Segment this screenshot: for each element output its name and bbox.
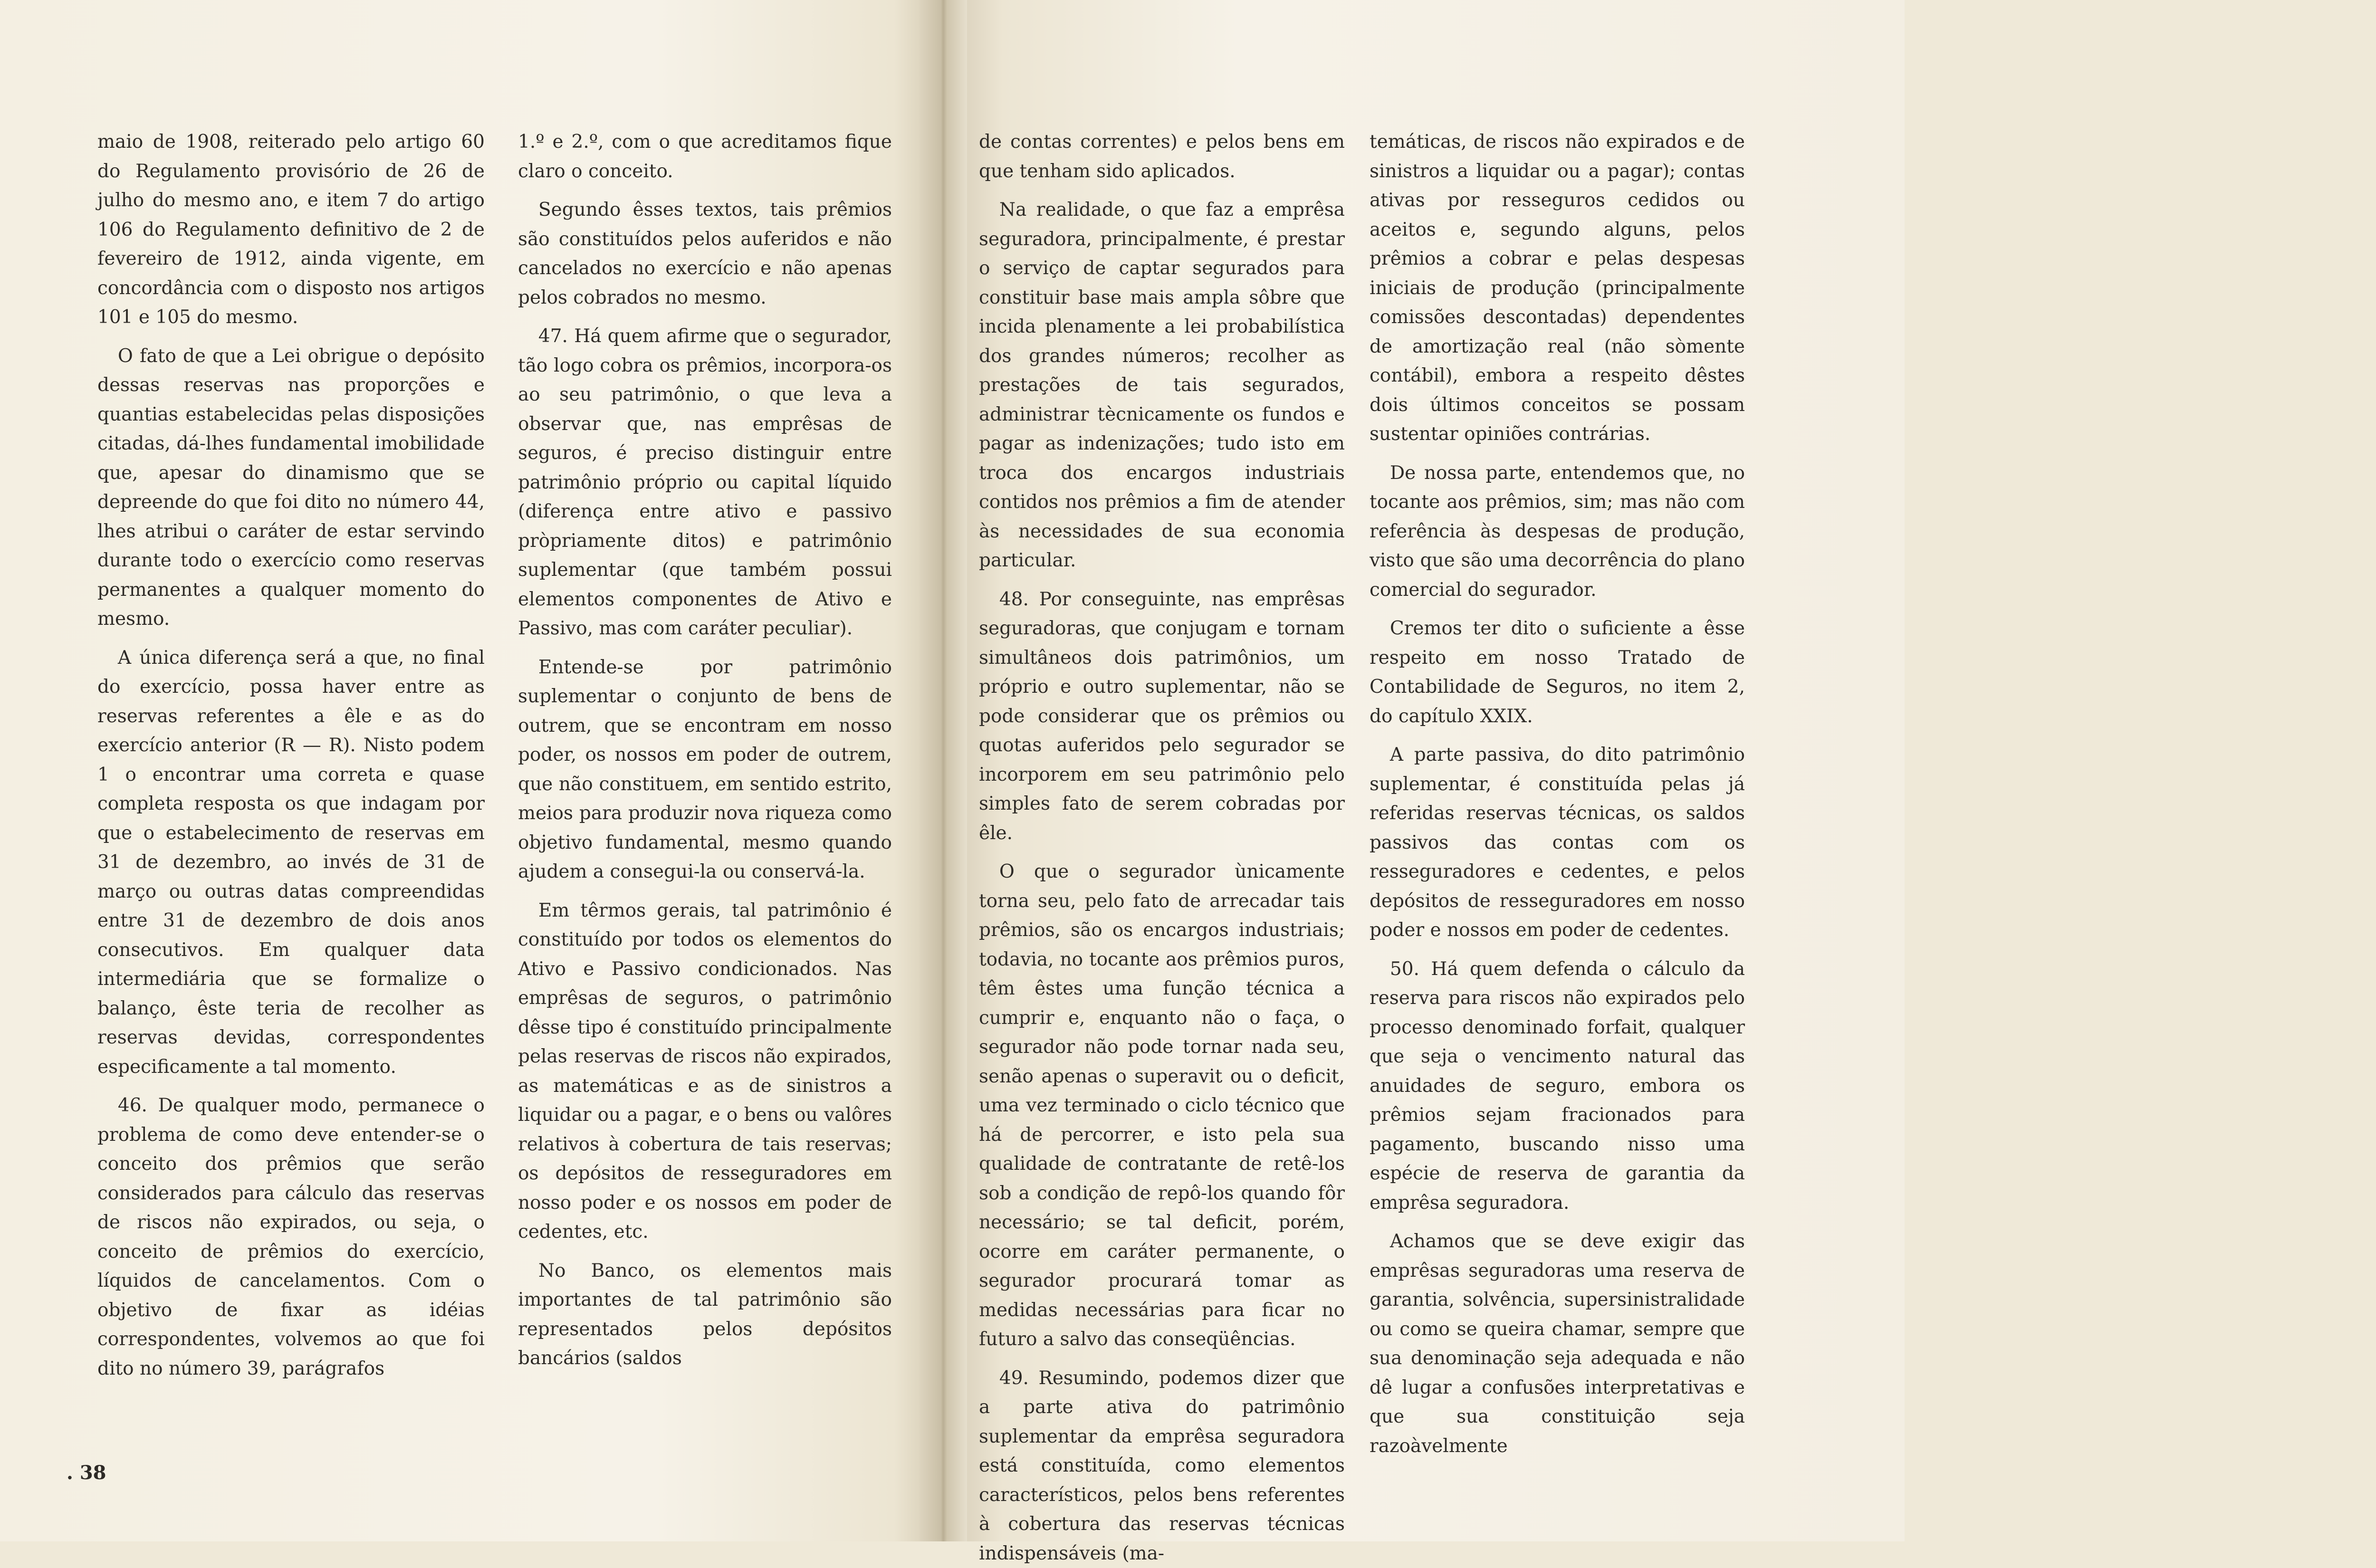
paragraph: de contas correntes) e pelos bens em que tenham sido aplicados. [979,127,1345,186]
paragraph: 49. Resumindo, podemos dizer que a parte ativa do patrimônio suplementar da emprêsa seguradora está constituída, como elementos característicos, pelos bens referentes à cobertura das reservas técnicas indispensáveis (ma- [979,1364,1345,1568]
paragraph: No Banco, os elementos mais importantes de tal patrimônio são representados pelos depósitos bancários (saldos [518,1256,892,1373]
right-page-column-1 [979,127,1345,1429]
paragraph: 1.º e 2.º, com o que acreditamos fique claro o conceito. [518,127,892,186]
paragraph: 47. Há quem afirme que o segurador, tão logo cobra os prêmios, incorpora-os ao seu patrimônio, o que leva a observar que, nas emprêsas de seguros, é preciso distinguir entre patrimônio próprio ou capital líquido (diferença entre ativo e passivo pròpriamente ditos) e patrimônio suplementar (que também possui elementos componentes de Ativo e Passivo, mas com caráter peculiar). [518,322,892,643]
left-page-column-2 [518,127,892,1429]
paragraph: 50. Há quem defenda o cálculo da reserva para riscos não expirados pelo processo denominado forfait, qualquer que seja o vencimento natural das anuidades de seguro, embora os prêmios sejam fracionados para pagamento, buscando nisso uma espécie de reserva de garantia da emprêsa seguradora. [1370,955,1745,1218]
page-number-left: . 38 [67,1462,106,1484]
paragraph: A única diferença será a que, no final do exercício, possa haver entre as reservas referentes a êle e as do exercício anterior (R — R). Nisto podem 1 o encontrar uma correta e quase completa resposta os que indagam por que o estabelecimento de reservas em 31 de dezembro, ao invés de 31 de março ou outras datas compreendidas entre 31 de dezembro de dois anos consecutivos. Em qualquer data intermediária que se formalize o balanço, êste teria de recolher as reservas devidas, correspondentes especificamente a tal momento. [97,643,485,1082]
book-gutter [920,0,967,1541]
paragraph: De nossa parte, entendemos que, no tocante aos prêmios, sim; mas não com referência às despesas de produção, visto que são uma decorrência do plano comercial do segurador. [1370,459,1745,605]
paragraph: maio de 1908, reiterado pelo artigo 60 do Regulamento provisório de 26 de julho do mesmo ano, e item 7 do artigo 106 do Regulamento definitivo de 2 de fevereiro de 1912, ainda vigente, em concordância com o disposto nos artigos 101 e 105 do mesmo. [97,127,485,332]
left-page-column-1 [97,127,485,1429]
paragraph: Achamos que se deve exigir das emprêsas seguradoras uma reserva de garantia, solvência, supersinistralidade ou como se queira chamar, sempre que sua denominação seja adequada e não dê lugar a confusões interpretativas e que sua constituição seja razoàvelmente [1370,1227,1745,1461]
paragraph: O que o segurador ùnicamente torna seu, pelo fato de arrecadar tais prêmios, são os encargos industriais; todavia, no tocante aos prêmios puros, têm êstes uma função técnica a cumprir e, enquanto não o faça, o segurador não pode tornar nada seu, senão apenas o superavit ou o deficit, uma vez terminado o ciclo técnico que há de percorrer, e isto pela sua qualidade de contratante de retê-los sob a condição de repô-los quando fôr necessário; se tal deficit, porém, ocorre em caráter permanente, o segurador procurará tomar as medidas necessárias para ficar no futuro a salvo das conseqüências. [979,857,1345,1354]
paragraph: temáticas, de riscos não expirados e de sinistros a liquidar ou a pagar); contas ativas por resseguros cedidos ou aceitos e, segundo alguns, pelos prêmios a cobrar e pelas despesas iniciais de produção (principalmente comissões descontadas) dependentes de amortização real (não sòmente contábil), embora a respeito dêstes dois últimos conceitos se possam sustentar opiniões contrárias. [1370,127,1745,449]
paragraph: Em têrmos gerais, tal patrimônio é constituído por todos os elementos do Ativo e Passivo condicionados. Nas emprêsas de seguros, o patrimônio dêsse tipo é constituído principalmente pelas reservas de riscos não expirados, as matemáticas e as de sinistros a liquidar ou a pagar, e o bens ou valôres relativos à cobertura de tais reservas; os depósitos de resseguradores em nosso poder e os nossos em poder de cedentes, etc. [518,896,892,1247]
paragraph: 48. Por conseguinte, nas emprêsas seguradoras, que conjugam e tornam simultâneos dois patrimônios, um próprio e outro suplementar, não se pode considerar que os prêmios ou quotas auferidos pelo segurador se incorporem em seu patrimônio pelo simples fato de serem cobradas por êle. [979,585,1345,848]
paragraph: A parte passiva, do dito patrimônio suplementar, é constituída pelas já referidas reservas técnicas, os saldos passivos das contas com os resseguradores e cedentes, e pelos depósitos de resseguradores em nosso poder e nossos em poder de cedentes. [1370,740,1745,945]
paragraph: 46. De qualquer modo, permanece o problema de como deve entender-se o conceito dos prêmios que serão considerados para cálculo das reservas de riscos não expirados, ou seja, o conceito de prêmios do exercício, líquidos de cancelamentos. Com o objetivo de fixar as idéias correspondentes, volvemos ao que foi dito no número 39, parágrafos [97,1091,485,1383]
paragraph: Cremos ter dito o suficiente a êsse respeito em nosso Tratado de Contabilidade de Seguros, no item 2, do capítulo XXIX. [1370,614,1745,731]
paragraph: Entende-se por patrimônio suplementar o conjunto de bens de outrem, que se encontram em nosso poder, os nossos em poder de outrem, que não constituem, em sentido estrito, meios para produzir nova riqueza como objetivo fundamental, mesmo quando ajudem a consegui-la ou conservá-la. [518,653,892,887]
right-page-column-2 [1370,127,1745,1429]
left-page [0,0,931,1541]
paragraph: Na realidade, o que faz a emprêsa seguradora, principalmente, é prestar o serviço de captar segurados para constituir base mais ampla sôbre que incida plenamente a lei probabilística dos grandes números; recolher as prestações de tais segurados, administrar tècnicamente os fundos e pagar as indenizações; tudo isto em troca dos encargos industriais contidos nos prêmios a fim de atender às necessidades de sua economia particular. [979,195,1345,575]
paragraph: Segundo êsses textos, tais prêmios são constituídos pelos auferidos e não cancelados no exercício e não apenas pelos cobrados no mesmo. [518,195,892,312]
paragraph: O fato de que a Lei obrigue o depósito dessas reservas nas proporções e quantias estabelecidas pelas disposições citadas, dá-lhes fundamental imobilidade que, apesar do dinamismo que se depreende do que foi dito no número 44, lhes atribui o caráter de estar servindo durante todo o exercício como reservas permanentes a qualquer momento do mesmo. [97,342,485,634]
